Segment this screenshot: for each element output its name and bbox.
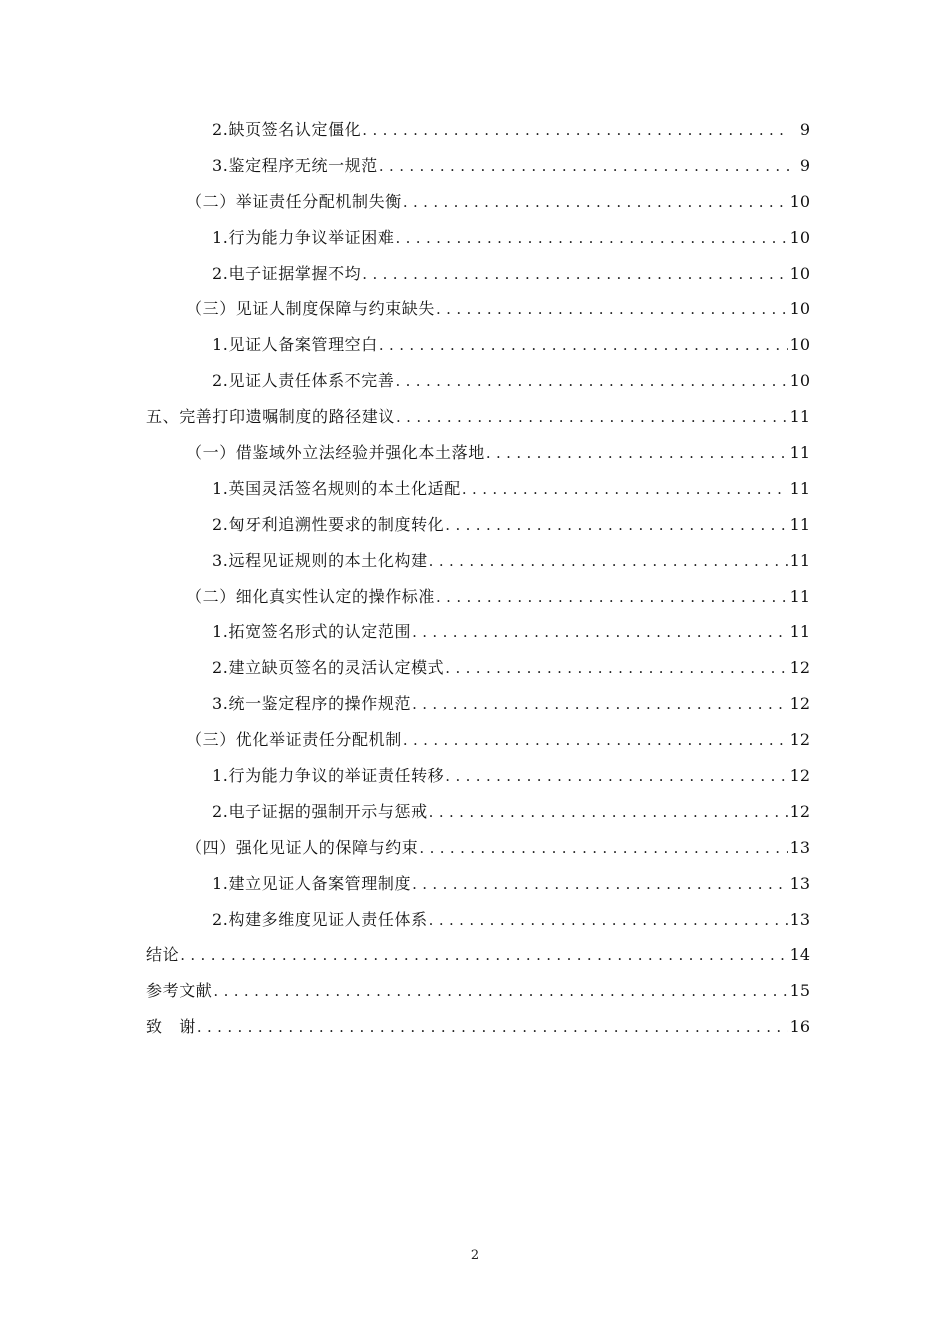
toc-entry[interactable] xyxy=(146,399,810,435)
toc-entry-title: 3.鉴定程序无统一规范 xyxy=(212,155,378,175)
toc-entry-page-number: 12 xyxy=(789,658,810,678)
toc-dot-leader xyxy=(403,723,788,759)
toc-dot-leader xyxy=(180,938,787,974)
toc-entry-title: （三）见证人制度保障与约束缺失 xyxy=(186,299,436,319)
toc-entry-page-number: 11 xyxy=(789,407,810,427)
toc-entry-page-number: 10 xyxy=(789,227,810,247)
toc-entry-title: 结论 xyxy=(146,945,180,965)
toc-dot-leader xyxy=(362,257,787,293)
toc-dot-leader xyxy=(445,508,787,544)
toc-entry[interactable] xyxy=(146,973,810,1009)
toc-dot-leader xyxy=(213,974,787,1010)
toc-dot-leader xyxy=(429,903,788,939)
toc-entry-title: 2.见证人责任体系不完善 xyxy=(212,371,395,391)
toc-entry-page-number: 9 xyxy=(799,120,810,139)
toc-entry-page-number: 11 xyxy=(789,550,810,570)
toc-dot-leader xyxy=(396,400,788,436)
toc-entry[interactable] xyxy=(146,1009,810,1045)
toc-entry-page-number: 12 xyxy=(789,766,810,786)
toc-entry[interactable] xyxy=(146,507,810,543)
toc-dot-leader xyxy=(445,759,787,795)
toc-entry[interactable] xyxy=(146,686,810,722)
toc-entry-page-number: 10 xyxy=(789,335,810,355)
toc-entry-page-number: 9 xyxy=(799,155,810,175)
toc-entry[interactable] xyxy=(146,866,810,902)
toc-entry-page-number: 10 xyxy=(789,191,810,211)
toc-dot-leader xyxy=(403,185,788,221)
toc-entry-title: 2.缺页签名认定僵化 xyxy=(212,120,362,139)
toc-entry-page-number: 14 xyxy=(789,945,810,965)
toc-entry-page-number: 12 xyxy=(789,801,810,821)
toc-entry-title: 1.拓宽签名形式的认定范围 xyxy=(212,622,412,642)
toc-dot-leader xyxy=(197,1010,788,1046)
toc-entry-title: 2.建立缺页签名的灵活认定模式 xyxy=(212,658,445,678)
toc-entry-title: 1.建立见证人备案管理制度 xyxy=(212,873,412,893)
toc-entry[interactable] xyxy=(146,435,810,471)
toc-entry-page-number: 11 xyxy=(789,514,810,534)
toc-entry[interactable] xyxy=(146,184,810,220)
toc-entry-page-number: 11 xyxy=(789,586,810,606)
toc-entry-title: （二）举证责任分配机制失衡 xyxy=(186,191,402,211)
toc-entry-title: （一）借鉴域外立法经验并强化本土落地 xyxy=(186,443,485,463)
toc-entry[interactable] xyxy=(146,148,810,184)
toc-entry[interactable] xyxy=(146,112,810,148)
toc-entry-title: （三）优化举证责任分配机制 xyxy=(186,730,402,750)
table-of-contents xyxy=(146,112,810,1045)
toc-entry-page-number: 13 xyxy=(789,837,810,857)
toc-dot-leader xyxy=(429,544,788,580)
toc-dot-leader xyxy=(486,436,788,472)
toc-dot-leader xyxy=(379,149,790,185)
toc-entry-page-number: 16 xyxy=(789,1017,810,1037)
toc-entry-title: 1.英国灵活签名规则的本土化适配 xyxy=(212,478,461,498)
toc-dot-leader xyxy=(412,687,788,723)
toc-entry[interactable] xyxy=(146,902,810,938)
page-number: 2 xyxy=(470,1248,480,1263)
toc-dot-leader xyxy=(395,221,787,257)
toc-entry-title: 2.构建多维度见证人责任体系 xyxy=(212,909,428,929)
toc-dot-leader xyxy=(436,580,788,616)
toc-entry[interactable] xyxy=(146,937,810,973)
toc-entry[interactable] xyxy=(146,256,810,292)
toc-entry[interactable] xyxy=(146,291,810,327)
toc-entry-page-number: 13 xyxy=(789,909,810,929)
toc-dot-leader xyxy=(362,113,790,149)
toc-dot-leader xyxy=(395,364,787,400)
toc-dot-leader xyxy=(419,831,787,867)
toc-dot-leader xyxy=(462,472,788,508)
toc-dot-leader xyxy=(379,328,788,364)
toc-entry-page-number: 13 xyxy=(789,873,810,893)
toc-entry[interactable] xyxy=(146,220,810,256)
toc-entry[interactable] xyxy=(146,363,810,399)
toc-entry-title: 五、完善打印遗嘱制度的路径建议 xyxy=(146,407,396,427)
toc-dot-leader xyxy=(436,292,788,328)
toc-dot-leader xyxy=(445,651,787,687)
toc-entry-title: 1.行为能力争议的举证责任转移 xyxy=(212,766,445,786)
toc-entry-title: （二）细化真实性认定的操作标准 xyxy=(186,586,436,606)
toc-dot-leader xyxy=(412,867,788,903)
toc-entry[interactable] xyxy=(146,722,810,758)
toc-dot-leader xyxy=(412,615,788,651)
toc-entry-page-number: 10 xyxy=(789,371,810,391)
toc-entry-title: （四）强化见证人的保障与约束 xyxy=(186,837,419,857)
toc-entry[interactable] xyxy=(146,614,810,650)
toc-entry-title: 3.统一鉴定程序的操作规范 xyxy=(212,694,412,714)
toc-entry[interactable] xyxy=(146,758,810,794)
toc-entry-page-number: 11 xyxy=(789,443,810,463)
toc-entry-page-number: 10 xyxy=(789,299,810,319)
toc-entry[interactable] xyxy=(146,327,810,363)
toc-entry[interactable] xyxy=(146,794,810,830)
toc-entry-page-number: 15 xyxy=(789,981,810,1001)
toc-entry-title: 参考文献 xyxy=(146,981,213,1001)
toc-entry-title: 致 谢 xyxy=(146,1017,196,1037)
toc-entry-title: 2.电子证据的强制开示与惩戒 xyxy=(212,801,428,821)
toc-entry-title: 2.电子证据掌握不均 xyxy=(212,263,362,283)
toc-entry-page-number: 11 xyxy=(789,622,810,642)
toc-entry[interactable] xyxy=(146,579,810,615)
toc-dot-leader xyxy=(429,795,788,831)
toc-entry-title: 3.远程见证规则的本土化构建 xyxy=(212,550,428,570)
toc-entry[interactable] xyxy=(146,830,810,866)
toc-entry[interactable] xyxy=(146,471,810,507)
toc-entry-page-number: 12 xyxy=(789,730,810,750)
toc-entry-title: 2.匈牙利追溯性要求的制度转化 xyxy=(212,514,445,534)
toc-entry[interactable] xyxy=(146,650,810,686)
toc-entry[interactable] xyxy=(146,543,810,579)
toc-entry-title: 1.见证人备案管理空白 xyxy=(212,335,378,355)
toc-entry-page-number: 10 xyxy=(789,263,810,283)
toc-entry-page-number: 11 xyxy=(789,478,810,498)
toc-entry-page-number: 12 xyxy=(789,694,810,714)
toc-entry-title: 1.行为能力争议举证困难 xyxy=(212,227,395,247)
